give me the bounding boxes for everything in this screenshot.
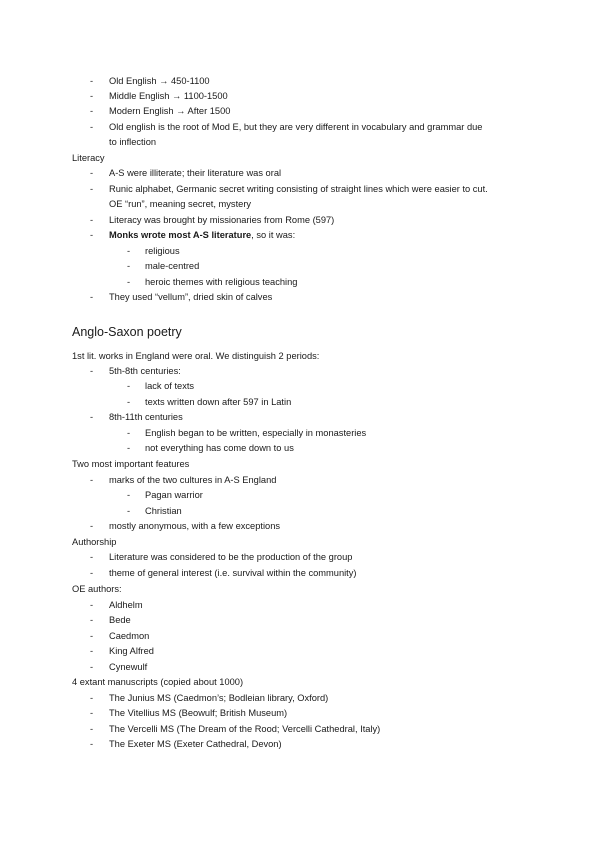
literacy-item: Runic alphabet, Germanic secret writing consisting of straight lines which were easier to cut. [109, 184, 488, 194]
bullet-dash: - [90, 600, 94, 610]
bullet-dash: - [90, 76, 94, 86]
period-note-continued: to inflection [109, 137, 157, 147]
authors-heading: OE authors: [72, 584, 122, 594]
features-marks-sub-item: Pagan warrior [145, 490, 203, 500]
bullet-dash: - [90, 292, 94, 302]
bullet-dash: - [90, 230, 94, 240]
bullet-dash: - [90, 122, 94, 132]
period-2: 8th-11th centuries [109, 412, 183, 422]
author-item: Bede [109, 615, 131, 625]
features-marks-sub-item: Christian [145, 506, 182, 516]
features-marks: marks of the two cultures in A-S England [109, 475, 277, 485]
section-title: Anglo-Saxon poetry [72, 325, 182, 339]
authorship-item: theme of general interest (i.e. survival within the community) [109, 568, 357, 578]
period-modern-english: Modern English → After 1500 [109, 106, 231, 116]
bullet-dash: - [90, 91, 94, 101]
bullet-dash: - [127, 261, 131, 271]
bullet-dash: - [90, 739, 94, 749]
bullet-dash: - [127, 443, 131, 453]
bullet-dash: - [90, 568, 94, 578]
bullet-dash: - [127, 428, 131, 438]
bullet-dash: - [127, 397, 131, 407]
literacy-item: Literacy was brought by missionaries from Rome (597) [109, 215, 335, 225]
bullet-dash: - [90, 646, 94, 656]
features-anonymous: mostly anonymous, with a few exceptions [109, 521, 281, 531]
literacy-heading: Literacy [72, 153, 105, 163]
period-1: 5th-8th centuries: [109, 366, 181, 376]
bullet-dash: - [90, 662, 94, 672]
literacy-item-continued: OE “run”, meaning secret, mystery [109, 199, 252, 209]
monks-rest-text: , so it was: [251, 230, 296, 240]
bullet-dash: - [90, 521, 94, 531]
author-item: Cynewulf [109, 662, 148, 672]
period-2-sub-item: English began to be written, especially in monasteries [145, 428, 367, 438]
manuscript-item: The Exeter MS (Exeter Cathedral, Devon) [109, 739, 282, 749]
bullet-dash: - [90, 412, 94, 422]
period-middle-english: Middle English → 1100-1500 [109, 91, 228, 101]
period-old-english: Old English → 450-1100 [109, 76, 210, 86]
bullet-dash: - [90, 631, 94, 641]
bullet-dash: - [90, 615, 94, 625]
period-1-sub-item: lack of texts [145, 381, 195, 391]
manuscript-item: The Vercelli MS (The Dream of the Rood; Vercelli Cathedral, Italy) [109, 724, 381, 734]
manuscripts-heading: 4 extant manuscripts (copied about 1000) [72, 677, 244, 687]
bullet-dash: - [90, 184, 94, 194]
bullet-dash: - [90, 366, 94, 376]
monks-sub-item: heroic themes with religious teaching [145, 277, 298, 287]
author-item: King Alfred [109, 646, 154, 656]
bullet-dash: - [127, 490, 131, 500]
literacy-item: A-S were illiterate; their literature was oral [109, 168, 282, 178]
authorship-heading: Authorship [72, 537, 117, 547]
manuscript-item: The Junius MS (Caedmon’s; Bodleian library, Oxford) [109, 693, 329, 703]
period-note: Old english is the root of Mod E, but they are very different in vocabulary and grammar due [109, 122, 483, 132]
bullet-dash: - [127, 246, 131, 256]
monks-bold-text: Monks wrote most A-S literature [109, 230, 252, 240]
bullet-dash: - [127, 506, 131, 516]
bullet-dash: - [90, 552, 94, 562]
bullet-dash: - [127, 381, 131, 391]
bullet-dash: - [127, 277, 131, 287]
bullet-dash: - [90, 215, 94, 225]
author-item: Aldhelm [109, 600, 143, 610]
bullet-dash: - [90, 708, 94, 718]
bullet-dash: - [90, 475, 94, 485]
period-1-sub-item: texts written down after 597 in Latin [145, 397, 292, 407]
author-item: Caedmon [109, 631, 150, 641]
period-2-sub-item: not everything has come down to us [145, 443, 294, 453]
vellum-item: They used “vellum”, dried skin of calves [109, 292, 273, 302]
manuscript-item: The Vitellius MS (Beowulf; British Museum) [109, 708, 288, 718]
authorship-item: Literature was considered to be the production of the group [109, 552, 353, 562]
monks-sub-item: religious [145, 246, 180, 256]
monks-sub-item: male-centred [145, 261, 200, 271]
features-heading: Two most important features [72, 459, 190, 469]
bullet-dash: - [90, 724, 94, 734]
bullet-dash: - [90, 168, 94, 178]
monks-item [109, 229, 295, 241]
poetry-intro: 1st lit. works in England were oral. We distinguish 2 periods: [72, 351, 320, 361]
bullet-dash: - [90, 106, 94, 116]
bullet-dash: - [90, 693, 94, 703]
